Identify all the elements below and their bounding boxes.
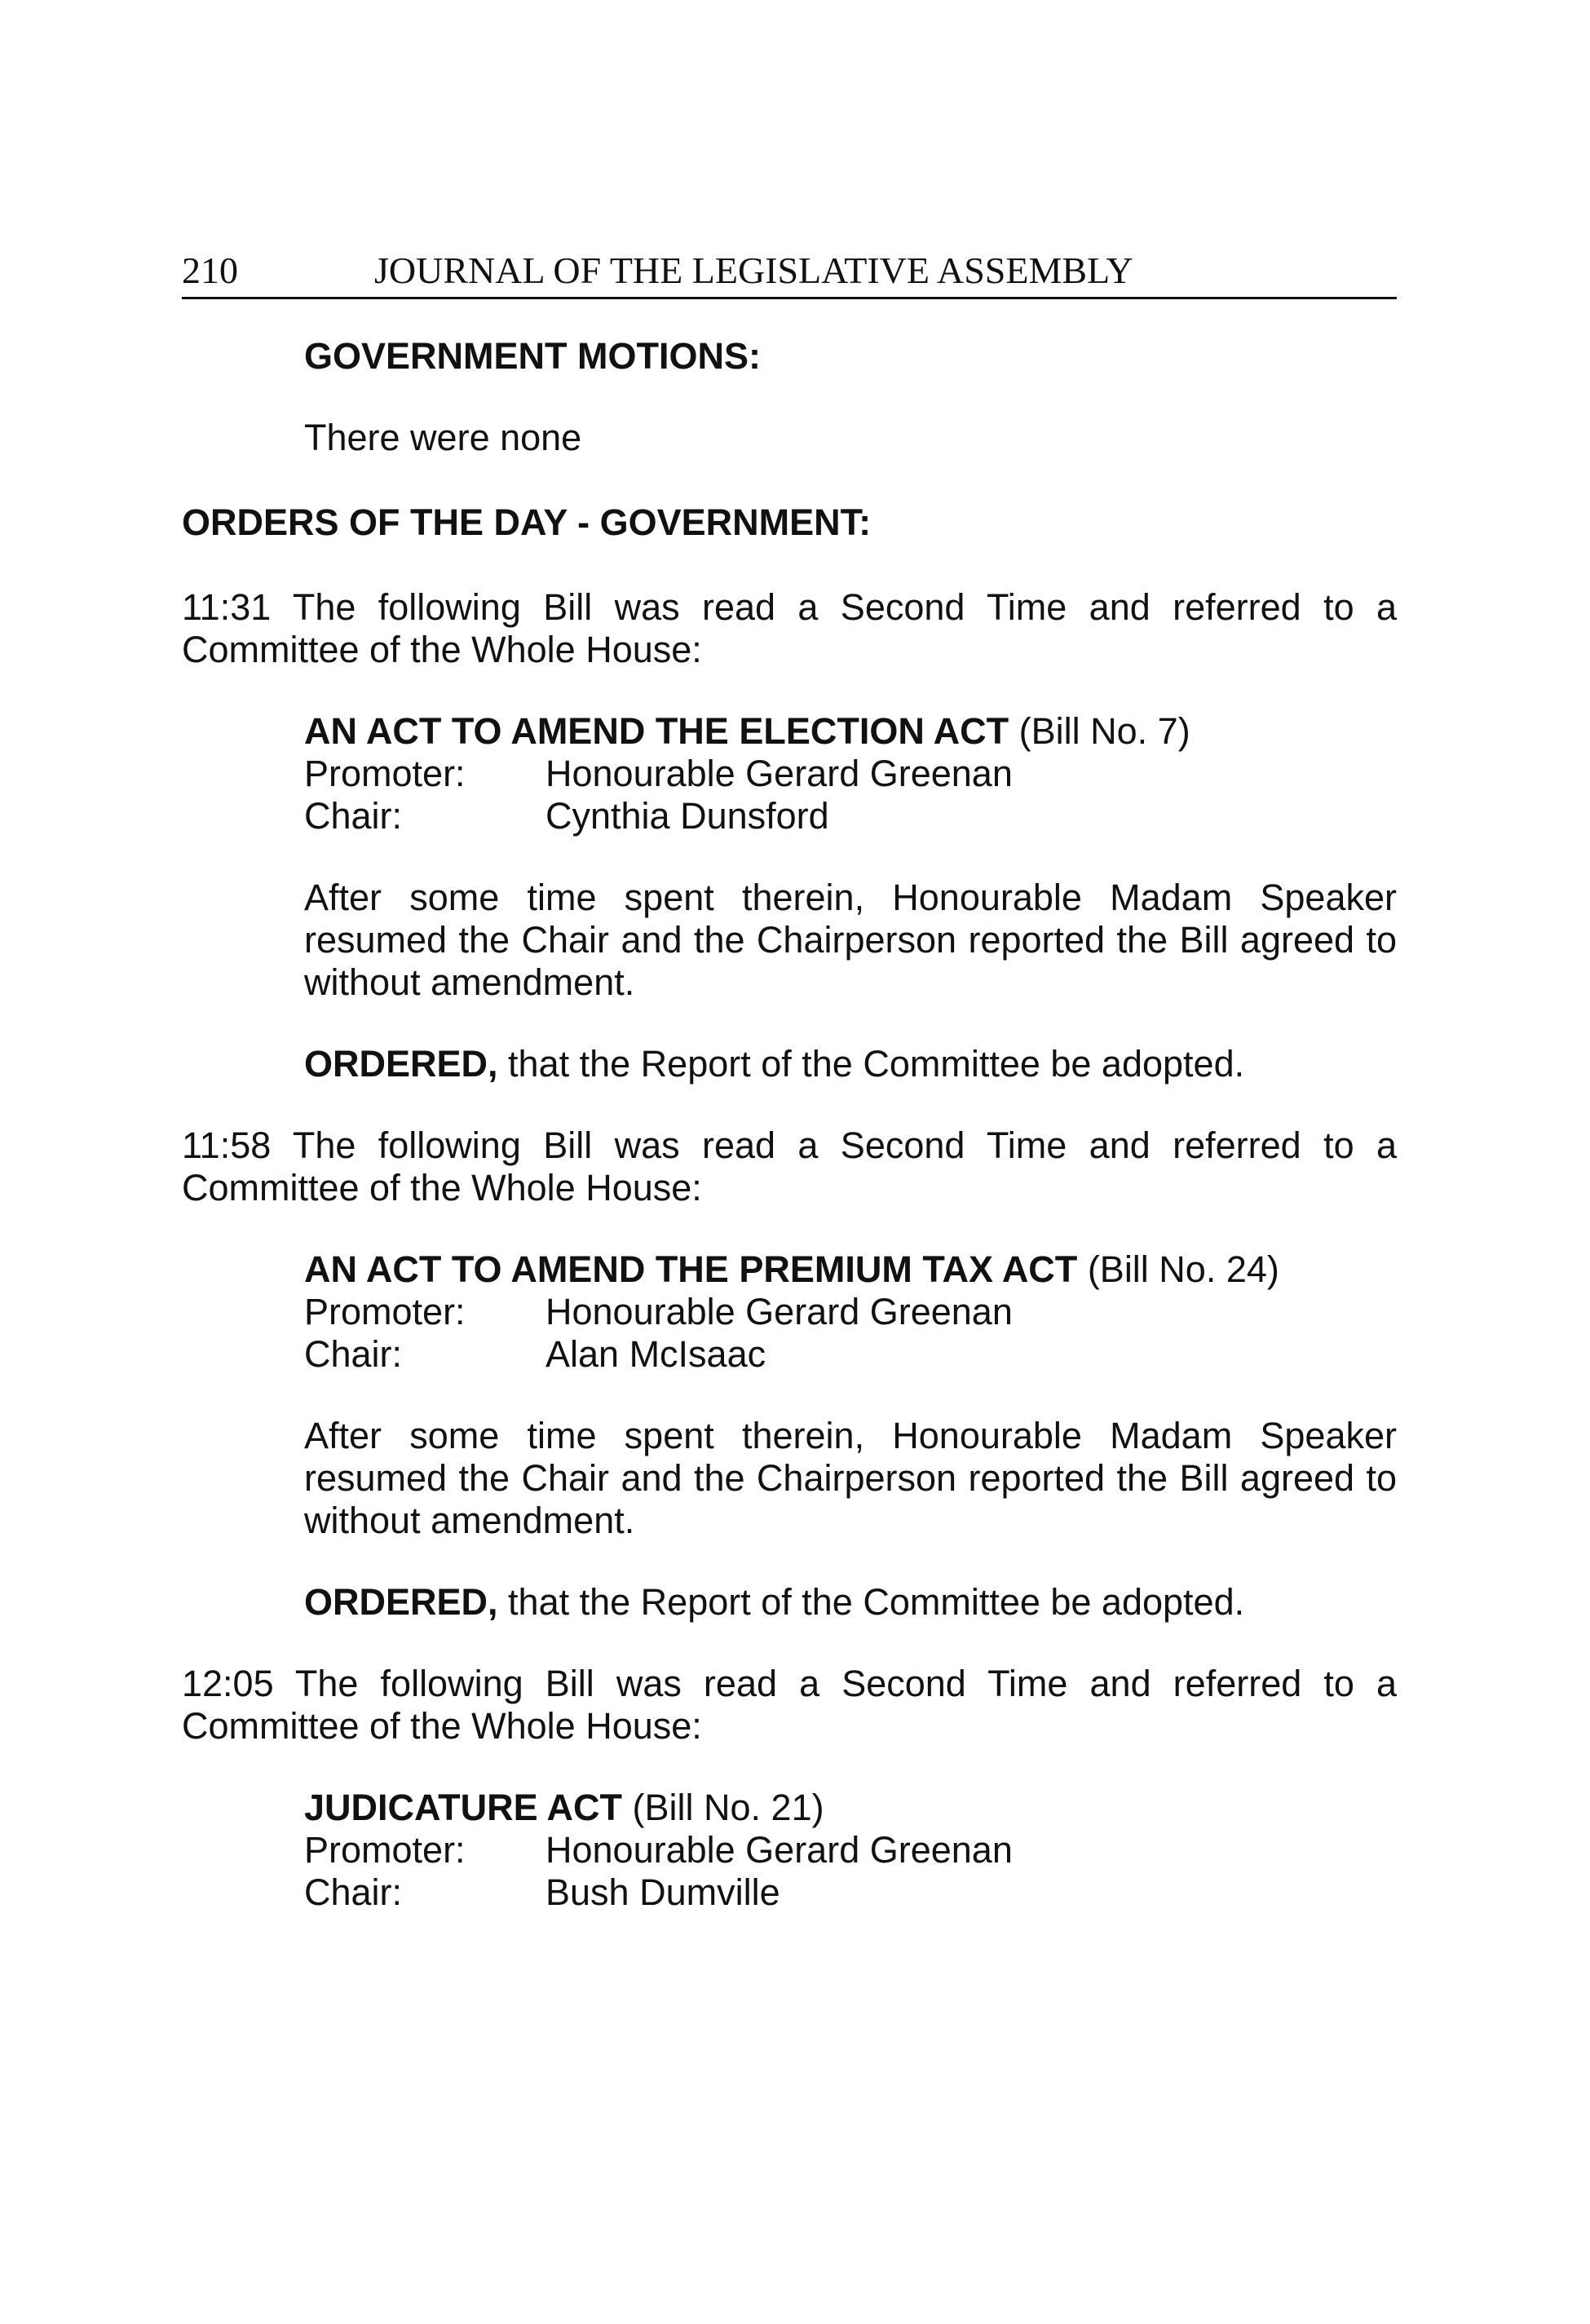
government-motions-text: There were none — [304, 417, 582, 458]
ordered-keyword: ORDERED, — [304, 1581, 498, 1623]
ordered-line — [304, 1043, 1397, 1085]
journal-title: JOURNAL OF THE LEGISLATIVE ASSEMBLY — [374, 250, 1133, 291]
entry-time: 11:31 — [182, 586, 272, 628]
chair-name: Cynthia Dunsford — [545, 795, 829, 837]
chair-name: Alan McIsaac — [545, 1333, 766, 1375]
bill-number: (Bill No. 21) — [632, 1787, 824, 1828]
chair-label: Chair: — [304, 1871, 403, 1913]
committee-report: After some time spent therein, Honourable Madam Speaker resumed the Chair and the Chairperson reported the Bill agreed to without amendment. — [304, 1415, 1397, 1541]
promoter-row — [304, 1291, 1397, 1333]
orders-of-the-day-heading: ORDERS OF THE DAY - GOVERNMENT: — [182, 501, 872, 543]
ordered-text: that the Report of the Committee be adopted. — [508, 1581, 1245, 1623]
chair-name: Bush Dumville — [545, 1871, 780, 1913]
ordered-keyword: ORDERED, — [304, 1043, 498, 1085]
entry-intro-text: The following Bill was read a Second Time and referred to a Committee of the Whole House: — [182, 586, 1397, 670]
promoter-label: Promoter: — [304, 1291, 466, 1332]
bill-title: AN ACT TO AMEND THE PREMIUM TAX ACT — [304, 1248, 1078, 1290]
entry-intro-text: The following Bill was read a Second Time and referred to a Committee of the Whole House: — [182, 1663, 1397, 1747]
bill-entry-intro — [182, 1663, 1397, 1747]
bill-title: JUDICATURE ACT — [304, 1787, 622, 1828]
chair-row — [304, 795, 1397, 837]
promoter-label: Promoter: — [304, 753, 466, 794]
promoter-row — [304, 753, 1397, 795]
chair-row — [304, 1871, 1397, 1914]
bill-title-line — [304, 1787, 1397, 1829]
promoter-label: Promoter: — [304, 1829, 466, 1871]
bill-title-line — [304, 1248, 1397, 1291]
bill-number: (Bill No. 24) — [1087, 1248, 1279, 1290]
promoter-name: Honourable Gerard Greenan — [545, 1291, 1013, 1332]
running-header — [182, 245, 1397, 299]
promoter-name: Honourable Gerard Greenan — [545, 1829, 1013, 1871]
entry-time: 12:05 — [182, 1663, 274, 1704]
chair-label: Chair: — [304, 795, 403, 837]
committee-report: After some time spent therein, Honourable Madam Speaker resumed the Chair and the Chairperson reported the Bill agreed to without amendment. — [304, 877, 1397, 1003]
chair-label: Chair: — [304, 1333, 403, 1375]
promoter-row — [304, 1829, 1397, 1871]
bill-title-line — [304, 710, 1397, 753]
ordered-line — [304, 1581, 1397, 1624]
government-motions-heading: GOVERNMENT MOTIONS: — [304, 335, 761, 377]
ordered-text: that the Report of the Committee be adopted. — [508, 1043, 1245, 1085]
bill-number: (Bill No. 7) — [1018, 710, 1190, 752]
bill-title: AN ACT TO AMEND THE ELECTION ACT — [304, 710, 1009, 752]
entry-time: 11:58 — [182, 1124, 272, 1166]
entry-intro-text: The following Bill was read a Second Time and referred to a Committee of the Whole House: — [182, 1124, 1397, 1208]
promoter-name: Honourable Gerard Greenan — [545, 753, 1013, 794]
page-number: 210 — [182, 250, 238, 291]
bill-entry-intro — [182, 586, 1397, 671]
chair-row — [304, 1333, 1397, 1376]
bill-entry-intro — [182, 1124, 1397, 1209]
journal-page — [182, 245, 1397, 1914]
